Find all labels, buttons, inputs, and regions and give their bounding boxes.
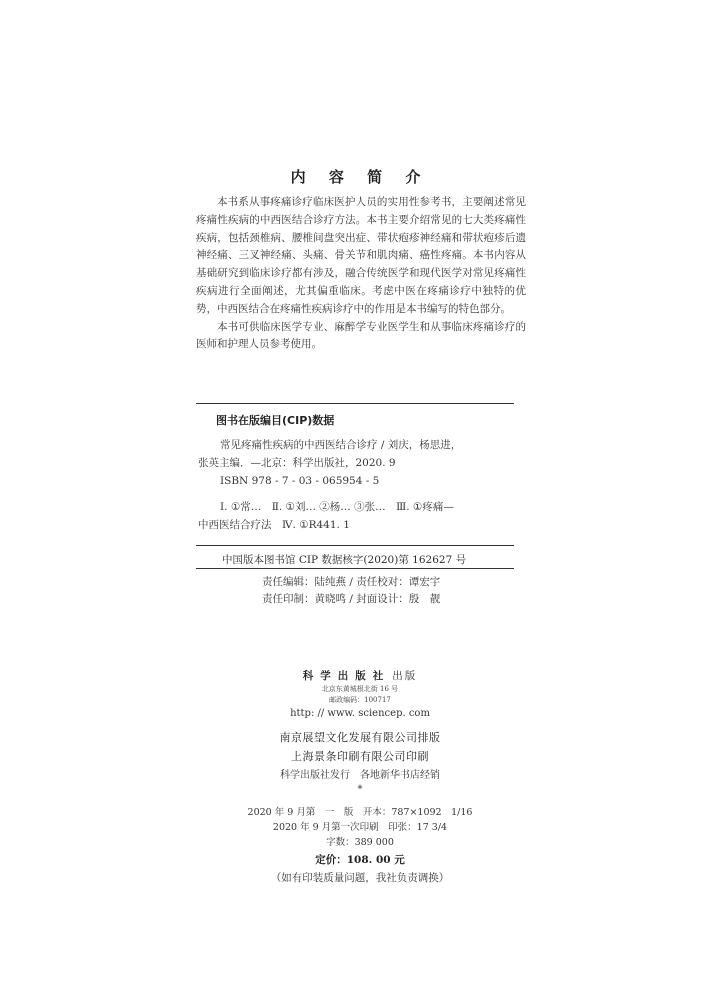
cip-top-rule bbox=[196, 403, 514, 404]
cip-heading: 图书在版编目(CIP)数据 bbox=[216, 414, 335, 427]
editor-credits-line-1: 责任编辑：陆纯燕 / 责任校对：谭宏宇 bbox=[262, 576, 441, 588]
price-line: 定价：108. 00 元 bbox=[315, 854, 405, 866]
summary-title: 内 容 简 介 bbox=[290, 168, 430, 186]
editor-credits-line-2: 责任印制：黄晓鸣 / 封面设计：殷 靓 bbox=[262, 593, 441, 605]
cip-line-4: Ⅰ. ①常… Ⅱ. ①刘… ②杨… ③张… Ⅲ. ①疼痛— bbox=[220, 501, 454, 513]
wordcount-line: 字数：389 000 bbox=[326, 837, 394, 848]
cip-mid-rule bbox=[196, 545, 514, 546]
separator-star: * bbox=[357, 784, 363, 795]
cip-line-3: ISBN 978 - 7 - 03 - 065954 - 5 bbox=[220, 475, 380, 487]
cip-record bbox=[198, 436, 516, 534]
cip-line-5: 中西医结合疗法 Ⅳ. ①R441. 1 bbox=[198, 519, 350, 531]
summary-paragraph-2: 本书可供临床医学专业、麻醉学专业医学生和从事临床疼痛诊疗的医师和护理人员参考使用。 bbox=[196, 320, 526, 351]
summary-body bbox=[196, 194, 526, 354]
printing-line: 2020 年 9 月第一次印刷 印张：17 3/4 bbox=[272, 822, 448, 833]
edition-line: 2020 年 9 月第 一 版 开本：787×1092 1/16 bbox=[247, 807, 473, 818]
cip-line-2: 张英主编．—北京：科学出版社，2020. 9 bbox=[198, 457, 396, 469]
distribution-line: 科学出版社发行 各地新华书店经销 bbox=[280, 770, 440, 781]
cip-bottom-rule bbox=[196, 568, 514, 569]
editor-credits bbox=[262, 574, 440, 608]
cip-line-1: 常见疼痛性疾病的中西医结合诊疗 / 刘庆，杨思进， bbox=[220, 439, 462, 451]
summary-paragraph-1: 本书系从事疼痛诊疗临床医护人员的实用性参考书，主要阐述常见疼痛性疾病的中西医结合诊疗方法。本书主要介绍常见的七大类疼痛性疾病，包括颈椎病、腰椎间盘突出症、带状疱疹神经痛和带状疱疹后遗神经痛、三叉神经痛、头痛、骨关节和肌肉痛、癌性疼痛。本书内容从基础研究到临床诊疗都有涉及，融合传统医学和现代医学对常见疼痛性疾病进行全面阐述，尤其偏重临床。考虑中医在疼痛诊疗中独特的优势，中西医结合在疼痛性疾病诊疗中的作用是本书编写的特色部分。 bbox=[196, 196, 526, 315]
quality-notice: （如有印装质量问题，我社负责调换） bbox=[270, 872, 450, 884]
publisher-url: http: // www. sciencep. com bbox=[290, 708, 430, 719]
publisher-postcode: 邮政编码：100717 bbox=[329, 696, 391, 704]
typesetter-line: 南京展望文化发展有限公司排版 bbox=[279, 731, 441, 744]
publisher-suffix: 出版 bbox=[392, 670, 418, 682]
publisher-address: 北京东黄城根北街 16 号 bbox=[321, 685, 399, 693]
printer-line: 上海景条印刷有限公司印刷 bbox=[291, 750, 429, 763]
publisher-line bbox=[0, 664, 720, 683]
publisher-name: 科学出版社 bbox=[302, 670, 391, 682]
cip-number: 中国版本图书馆 CIP 数据核字(2020)第 162627 号 bbox=[222, 554, 467, 566]
